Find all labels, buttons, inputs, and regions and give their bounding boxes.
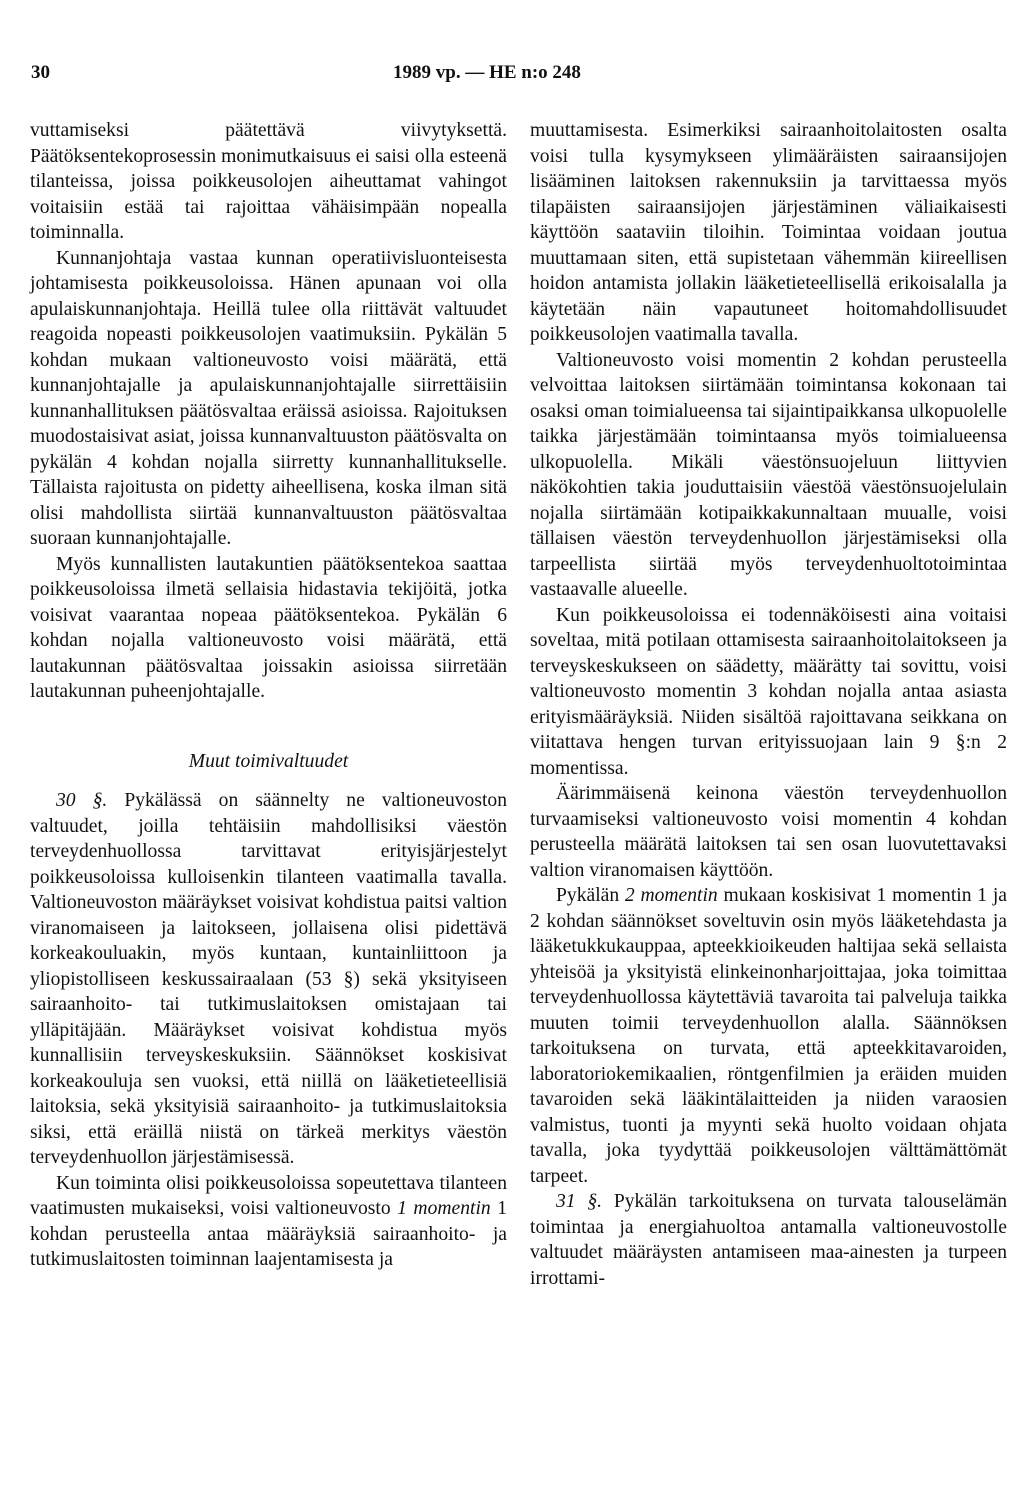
section-heading: Muut toimivaltuudet xyxy=(188,750,349,772)
emphasis: 2 momentin xyxy=(624,885,718,906)
left-column xyxy=(30,118,507,1273)
section-reference: 30 §. xyxy=(56,790,108,811)
paragraph xyxy=(530,883,1007,1189)
paragraph: Äärimmäisenä keinona väestön terveydenhuollon turvaamiseksi valtioneuvosto voisi momentin 4 kohdan perusteella määrätä laitoksen tai sen osan luovutettavaksi valtion viranomaisen käyttöön. xyxy=(530,783,1007,881)
page-number: 30 xyxy=(31,62,50,83)
right-column xyxy=(530,118,1007,1291)
paragraph xyxy=(30,788,507,1171)
page-header xyxy=(31,62,981,92)
paragraph-text: Pykälässä on säännelty ne valtioneuvoston valtuudet, joilla tehtäisiin mahdollisiksi väestön terveydenhuollossa tarvittavat erityisjärjestelyt poikkeusoloissa kulloisenkin tilanteen vaatimalla tavalla. Valtioneuvoston määräykset voisivat kohdistua paitsi valtion viranomaiseen ja laitokseen, jollaisena olisi pidettävä korkeakouluakin, myös kuntaan, kuntainliittoon ja yliopistolliseen keskussairaalaan (53 §) sekä yksityiseen sairaanhoito- tai tutkimuslaitoksen omistajaan tai ylläpitäjään. Määräykset voisivat kohdistua myös kunnallisiin terveyskeskuksiin. Säännökset koskisivat korkeakouluja sen vuoksi, että niillä on lääketieteellisiä laitoksia, sekä yksityisiä sairaanhoito- ja tutkimuslaitoksia siksi, että eräillä niistä on tärkeä merkitys väestön terveydenhuollon järjestämisessä. xyxy=(30,790,507,1168)
paragraph: Kunnanjohtaja vastaa kunnan operatiivisluonteisesta johtamisesta poikkeusoloissa. Hänen apunaan voi olla apulaiskunnanjohtaja. Heillä tulee olla riittävät valtuudet reagoida nopeasti poikkeusolojen vaatimuksiin. Pykälän 5 kohdan mukaan valtioneuvosto voisi määrätä, että kunnanjohtajalle ja apulaiskunnanjohtajalle siirrettäisiin kunnanhallituksen päätösvaltaa eräissä asioissa. Rajoituksen muodostaisivat asiat, joissa kunnanvaltuuston päätösvalta on pykälän 4 kohdan nojalla siirretty kunnanhallitukselle. Tällaista rajoitusta on pidetty aiheellisena, koska ilman sitä olisi mahdollista siirtää kunnanvaltuuston päätösvaltaa suoraan kunnanjohtajalle. xyxy=(30,247,507,549)
paragraph-text: Kun toiminta olisi poikkeusoloissa sopeutettava tilanteen vaatimusten mukaiseksi, voisi valtioneuvosto xyxy=(30,1172,507,1219)
section-reference: 31 §. xyxy=(556,1191,603,1212)
paragraph-text: Pykälän xyxy=(556,885,625,906)
paragraph-text: 1 kohdan perusteella antaa määräyksiä sairaanhoito- ja tutkimuslaitosten toiminnan laajentamisesta ja xyxy=(30,1198,507,1270)
paragraph: muuttamisesta. Esimerkiksi sairaanhoitolaitosten osalta voisi tulla kysymykseen ylimääräisten sairaansijojen lisääminen laitoksen rakennuksiin ja tarvittaessa myös tilapäisten sairaansijojen järjestäminen väliaikaisesti käyttöön saataviin tiloihin. Toimintaa voidaan joutua muuttamaan siten, että supistetaan vähemmän kiireellisen hoidon antamista jollakin lääketieteellisellä erikoisalalla ja käytetään näin vapautuneet hoitomahdollisuudet poikkeusolojen vaatimalla tavalla. xyxy=(530,120,1007,345)
paragraph-text: Pykälän tarkoituksena on turvata talouselämän toimintaa ja energiahuoltoa antamalla valtioneuvostolle valtuudet määräysten antamiseen maa-ainesten ja turpeen irrottami- xyxy=(530,1191,1008,1289)
paragraph: Myös kunnallisten lautakuntien päätöksentekoa saattaa poikkeusoloissa ilmetä sellaisia hidastavia tekijöitä, jotka voisivat vaarantaa nopeaa päätöksentekoa. Pykälän 6 kohdan nojalla valtioneuvosto voisi määrätä, että lautakunnan päätösvaltaa joissakin asioissa siirretään lautakunnan puheenjohtajalle. xyxy=(30,553,507,702)
running-title: 1989 vp. — HE n:o 248 xyxy=(393,62,581,83)
paragraph: vuttamiseksi päätettävä viivytyksettä. Päätöksentekoprosessin monimutkaisuus ei saisi olla esteenä tilanteissa, joissa poikkeusolojen aiheuttamat vahingot voitaisiin estää tai rajoittaa vähäisimpään nopealla toiminnalla. xyxy=(30,120,507,243)
paragraph xyxy=(530,1189,1007,1291)
paragraph: Kun poikkeusoloissa ei todennäköisesti aina voitaisi soveltaa, mitä potilaan ottamisesta sairaanhoitolaitokseen ja terveyskeskukseen on säädetty, määrätty tai sovittu, voisi valtioneuvosto momentin 3 kohdan nojalla antaa asiasta erityismääräyksiä. Niiden sisältöä rajoittavana seikkana on viitattava hengen turvan erityissuojaan lain 9 §:n 2 momentissa. xyxy=(530,604,1007,779)
paragraph xyxy=(30,1171,507,1273)
paragraph-text: mukaan koskisivat 1 momentin 1 ja 2 kohdan säännökset soveltuvin osin myös lääketehdasta ja lääketukkukauppaa, apteekkioikeuden haltijaa sekä sellaista yhteisöä ja yksityistä elinkeinonharjoittajaa, joka toimittaa terveydenhuollossa käytettäviä tavaroita tai palveluja taikka muuten toimii terveydenhuollon alalla. Säännöksen tarkoituksena on turvata, että apteekkitavaroiden, laboratoriokemikaalien, röntgenfilmien ja eräiden muiden tavaroiden sekä lääkintälaitteiden ja niiden varaosien valmistus, tuonti ja myynti sekä huolto voidaan ohjata tavalla, joka tyydyttää poikkeusolojen välttämättömät tarpeet. xyxy=(530,885,1007,1187)
emphasis: 1 momentin xyxy=(397,1198,491,1219)
paragraph: Valtioneuvosto voisi momentin 2 kohdan perusteella velvoittaa laitoksen siirtämään toimintansa kokonaan tai osaksi oman toimialueensa tai sijaintipaikkansa ulkopuolelle taikka järjestämään toimintaansa myös toimialueensa ulkopuolella. Mikäli väestönsuojeluun liittyvien näkökohtien takia jouduttaisiin väestöä väestönsuojelulain nojalla siirtämään kotipaikkakunnaltaan muualle, voisi tällaisen väestön terveydenhuollon järjestämiseksi olla tarpeellista siirtää myös terveydenhuoltotoimintaa vastaavalle alueelle. xyxy=(530,349,1007,600)
